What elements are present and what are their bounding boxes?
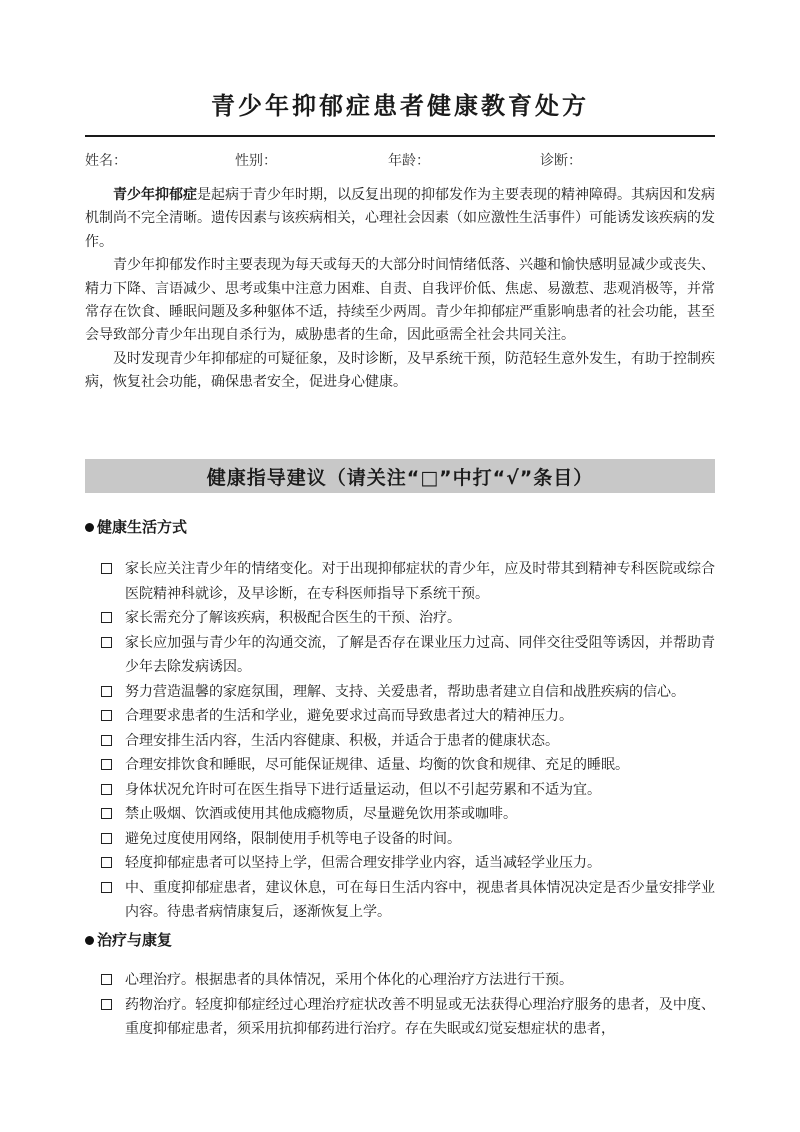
section-healthy-lifestyle xyxy=(85,516,715,925)
patient-info-fields xyxy=(85,150,715,172)
section-heading-text: 健康生活方式 xyxy=(97,518,188,536)
intro-text xyxy=(85,184,715,395)
section-heading xyxy=(85,929,715,951)
checklist-item-text: 心理治疗。根据患者的具体情况，采用个体化的心理治疗方法进行干预。 xyxy=(125,972,573,988)
bullet-icon xyxy=(85,936,94,945)
section-heading-text: 治疗与康复 xyxy=(97,931,173,949)
checklist-item xyxy=(85,802,715,827)
checklist-item-text: 合理安排生活内容，生活内容健康、积极，并适合于患者的健康状态。 xyxy=(125,732,559,749)
checklist-item-text: 合理要求患者的生活和学业，避免要求过高而导致患者过大的精神压力。 xyxy=(125,708,573,724)
checkbox-icon[interactable] xyxy=(101,735,112,746)
checklist-item xyxy=(85,827,715,852)
checkbox-icon[interactable] xyxy=(101,784,112,795)
document-title: 青少年抑郁症患者健康教育处方 xyxy=(211,92,589,120)
name-field-label: 姓名： xyxy=(85,153,127,169)
checkbox-icon[interactable] xyxy=(101,563,112,574)
checklist-item-text: 家长应关注青少年的情绪变化。对于出现抑郁症状的青少年，应及时带其到精神专科医院或综合医院精神科就诊，及早诊断，在专科医师指导下系统干预。 xyxy=(125,561,715,602)
title-divider xyxy=(85,135,715,137)
checkbox-icon[interactable] xyxy=(101,857,112,868)
checklist-item xyxy=(85,557,715,606)
checklist-item xyxy=(85,729,715,754)
checklist-item xyxy=(85,753,715,778)
checklist-item xyxy=(85,606,715,631)
bullet-icon xyxy=(85,523,94,532)
guidance-title: 健康指导建议（请关注“□”中打“√”条目） xyxy=(206,466,594,489)
checklist-item xyxy=(85,968,715,993)
intro-definition-text: 是起病于青少年时期，以反复出现的抑郁发作为主要表现的精神障碍。其病因和发病机制尚不完全清晰。遗传因素与该疾病相关，心理社会因素（如应激性生活事件）可能诱发该疾病的发作。 xyxy=(85,187,715,250)
checkbox-icon[interactable] xyxy=(101,686,112,697)
checklist-item xyxy=(85,631,715,680)
checklist-item-text: 药物治疗。轻度抑郁症经过心理治疗症状改善不明显或无法获得心理治疗服务的患者，及中度、重度抑郁症患者，须采用抗抑郁药进行治疗。存在失眠或幻觉妄想症状的患者， xyxy=(125,996,715,1037)
checklist-item xyxy=(85,680,715,705)
checklist-item-text: 努力营造温馨的家庭氛围，理解、支持、关爱患者，帮助患者建立自信和战胜疾病的信心。 xyxy=(125,683,685,700)
checklist-item-text: 避免过度使用网络，限制使用手机等电子设备的时间。 xyxy=(125,830,461,847)
checkbox-icon[interactable] xyxy=(101,710,112,721)
checklist-item xyxy=(85,778,715,803)
diagnosis-field-label: 诊断： xyxy=(540,153,582,169)
checkbox-icon[interactable] xyxy=(101,759,112,770)
intro-term: 青少年抑郁症 xyxy=(113,187,197,203)
checkbox-icon[interactable] xyxy=(101,637,112,648)
checklist xyxy=(85,968,715,1042)
intro-paragraph-prevention: 及时发现青少年抑郁症的可疑征象，及时诊断，及早系统干预，防范轻生意外发生，有助于控制疾病，恢复社会功能，确保患者安全，促进身心健康。 xyxy=(85,350,715,391)
checkbox-icon[interactable] xyxy=(101,974,112,985)
checkbox-icon[interactable] xyxy=(101,612,112,623)
age-field-label: 年龄： xyxy=(388,153,430,169)
section-heading xyxy=(85,516,715,538)
checklist-item-text: 轻度抑郁症患者可以坚持上学，但需合理安排学业内容，适当减轻学业压力。 xyxy=(125,855,601,871)
section-treatment-recovery xyxy=(85,929,715,1042)
checkbox-icon[interactable] xyxy=(101,833,112,844)
gender-field-label: 性别： xyxy=(235,153,277,169)
checklist-item xyxy=(85,704,715,729)
guidance-header-band xyxy=(85,459,715,493)
checklist-item xyxy=(85,876,715,925)
checklist-item-text: 中、重度抑郁症患者，建议休息，可在每日生活内容中，视患者具体情况决定是否少量安排学业内容。待患者病情康复后，逐渐恢复上学。 xyxy=(125,879,715,920)
checkbox-icon[interactable] xyxy=(101,808,112,819)
checklist-item-text: 家长需充分了解该疾病，积极配合医生的干预、治疗。 xyxy=(125,610,461,626)
checklist xyxy=(85,557,715,925)
checklist-item-text: 禁止吸烟、饮酒或使用其他成瘾物质，尽量避免饮用茶或咖啡。 xyxy=(125,806,517,822)
checklist-item-text: 家长应加强与青少年的沟通交流，了解是否存在课业压力过高、同伴交往受阻等诱因，并帮助青少年去除发病诱因。 xyxy=(125,634,715,675)
checkbox-icon[interactable] xyxy=(101,999,112,1010)
checklist-item-text: 合理安排饮食和睡眠，尽可能保证规律、适量、均衡的饮食和规律、充足的睡眠。 xyxy=(125,757,629,773)
checkbox-icon[interactable] xyxy=(101,882,112,893)
checklist-item xyxy=(85,993,715,1042)
checklist-item xyxy=(85,851,715,876)
intro-paragraph-symptoms: 青少年抑郁发作时主要表现为每天或每天的大部分时间情绪低落、兴趣和愉快感明显减少或丧失、精力下降、言语减少、思考或集中注意力困难、自责、自我评价低、焦虑、易激惹、悲观消极等，并常常存在饮食、睡眠问题及多种躯体不适，持续至少两周。青少年抑郁症严重影响患者的社会功能，甚至会导致部分青少年出现自杀行为，威胁患者的生命，因此亟需全社会共同关注。 xyxy=(85,257,715,344)
checklist-item-text: 身体状况允许时可在医生指导下进行适量运动，但以不引起劳累和不适为宜。 xyxy=(125,781,601,798)
intro-paragraph-definition xyxy=(85,184,715,254)
